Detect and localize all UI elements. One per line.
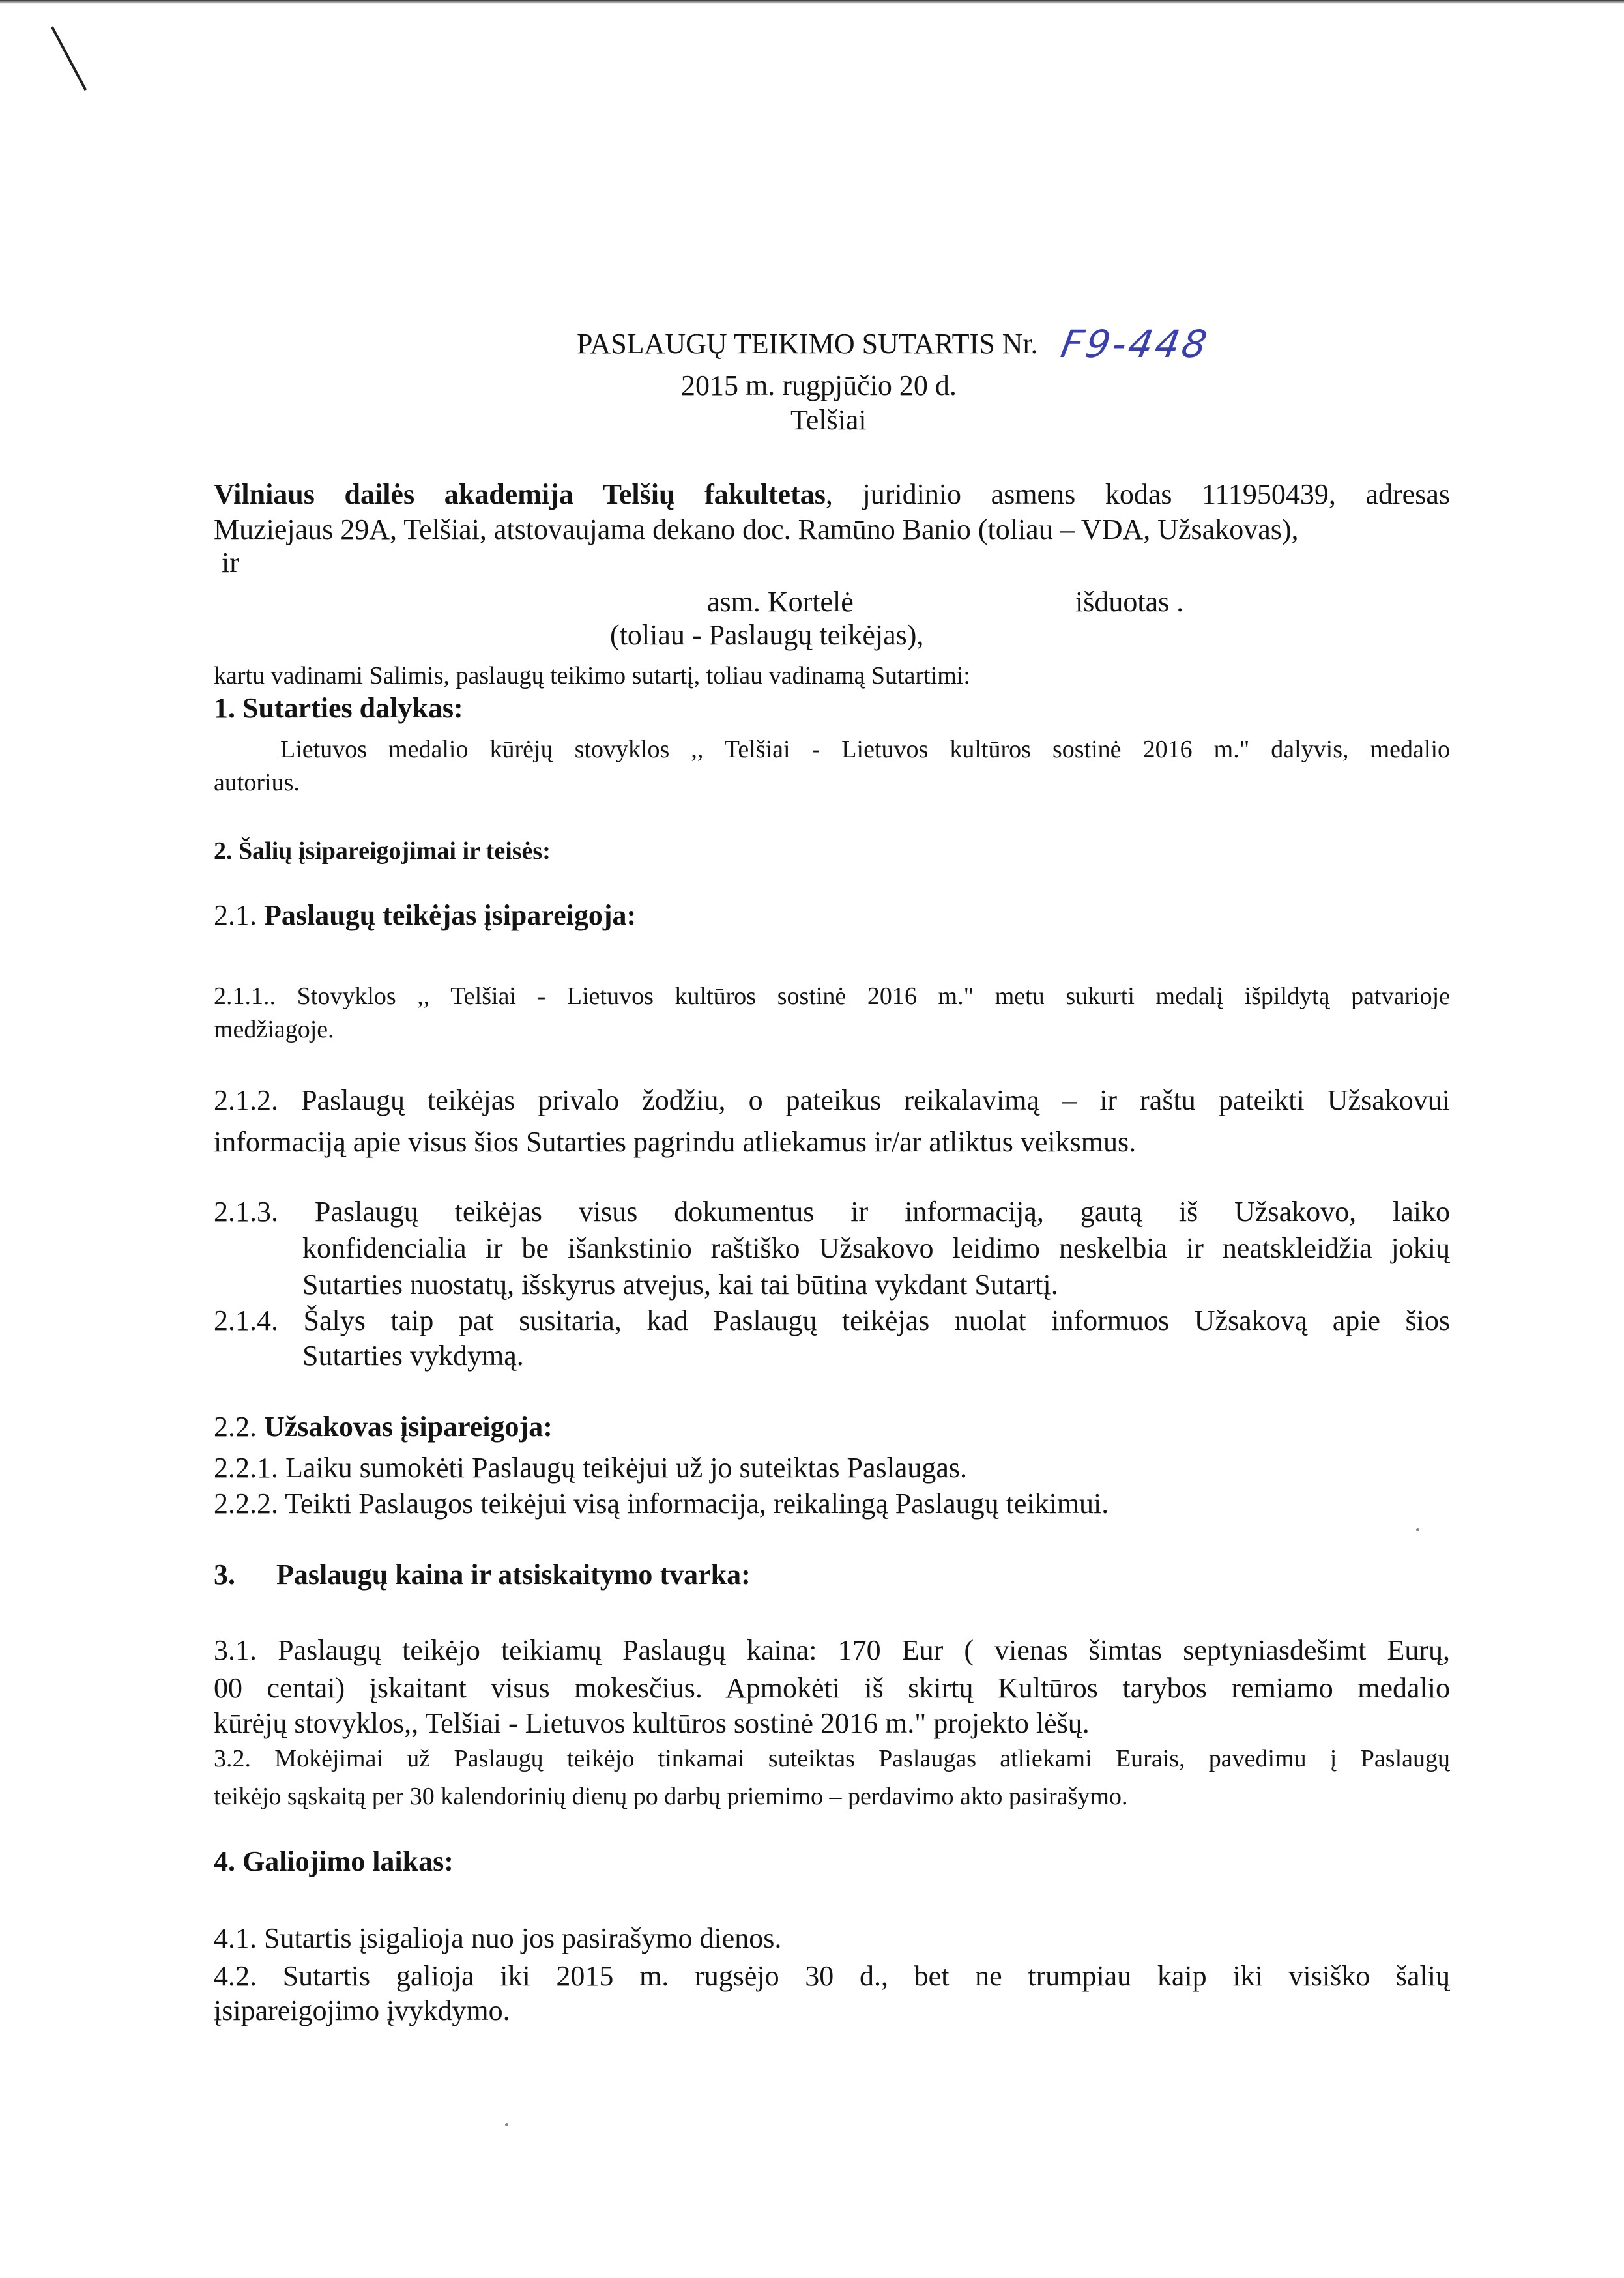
parties-line-1 <box>214 478 1450 512</box>
clause-2-1-3-line-2: konfidencialia ir be išankstinio raštiško Užsakovo leidimo neskelbia ir neatskleidžia jokių <box>302 1232 1450 1264</box>
clause-2-1-3-line-1: 2.1.3. Paslaugų teikėjas visus dokumentus ir informaciją, gautą iš Užsakovo, laiko <box>214 1196 1450 1228</box>
clause-2-1-1-line-2: medžiagoje. <box>214 1016 334 1043</box>
clause-4-1: 4.1. Sutartis įsigalioja nuo jos pasirašymo dienos. <box>214 1922 782 1954</box>
handwritten-contract-number: F9-448 <box>1057 322 1213 366</box>
clause-3-1-line-2: 00 centai) įskaitant visus mokesčius. Apmokėti iš skirtų Kultūros tarybos remiamo medalio <box>214 1672 1450 1704</box>
clause-3-2-line-2: teikėjo sąskaitą per 30 kalendorinių dienų po darbų priemimo – perdavimo akto pasirašymo. <box>214 1783 1128 1810</box>
org-name: Vilniaus dailės akademija Telšių fakultetas <box>214 478 826 510</box>
section-number: 2.1. <box>214 899 257 931</box>
id-card-label: asm. Kortelė <box>707 586 854 618</box>
clause-2-1-4-line-1: 2.1.4. Šalys taip pat susitaria, kad Paslaugų teikėjas nuolat informuos Užsakovą apie šios <box>214 1305 1450 1336</box>
section-2-2-heading <box>214 1410 553 1444</box>
clause-2-1-2-line-2: informaciją apie visus šios Sutarties pagrindu atliekamus ir/ar atliktus veiksmus. <box>214 1126 1137 1158</box>
section-title: Užsakovas įsipareigoja: <box>264 1411 553 1443</box>
scan-edge <box>0 0 1624 4</box>
clause-2-1-2-line-1: 2.1.2. Paslaugų teikėjas privalo žodžiu, o pateikus reikalavimą – ir raštu pateikti Užsakovui <box>214 1084 1450 1116</box>
section-4-heading: 4. Galiojimo laikas: <box>214 1845 454 1877</box>
section-3-heading: Paslaugų kaina ir atsiskaitymo tvarka: <box>276 1559 751 1591</box>
org-details: , juridinio asmens kodas 111950439, adresas <box>825 478 1450 510</box>
scan-speck <box>1416 1528 1419 1531</box>
section-2-heading: 2. Šalių įsipareigojimai ir teisės: <box>214 837 551 865</box>
parties-and: ir <box>222 547 239 579</box>
clause-2-2-1: 2.2.1. Laiku sumokėti Paslaugų teikėjui už jo suteiktas Paslaugas. <box>214 1452 968 1484</box>
section-1-heading: 1. Sutarties dalykas: <box>214 692 463 724</box>
clause-3-1-line-1: 3.1. Paslaugų teikėjo teikiamų Paslaugų kaina: 170 Eur ( vienas šimtas septyniasdešimt Eurų, <box>214 1634 1450 1666</box>
parties-together: kartu vadinami Salimis, paslaugų teikimo sutartį, toliau vadinamą Sutartimi: <box>214 662 970 689</box>
clause-3-1-line-3: kūrėjų stovyklos,, Telšiai - Lietuvos kultūros sostinė 2016 m." projekto lėšų. <box>214 1707 1090 1739</box>
section-title: Paslaugų teikėjas įsipareigoja: <box>264 899 637 931</box>
section-1-line-1: Lietuvos medalio kūrėjų stovyklos ,, Telšiai - Lietuvos kultūros sostinė 2016 m." dalyvis, medalio <box>280 736 1450 763</box>
section-1-line-2: autorius. <box>214 769 300 796</box>
clause-4-2-line-2: įsipareigojimo įvykdymo. <box>214 1995 510 2026</box>
contract-title: PASLAUGŲ TEIKIMO SUTARTIS Nr. <box>577 328 1038 360</box>
section-3-number: 3. <box>214 1559 235 1591</box>
clause-4-2-line-1: 4.2. Sutartis galioja iki 2015 m. rugsėjo 30 d., bet ne trumpiau kaip iki visiško šalių <box>214 1960 1450 1992</box>
section-2-1-heading <box>214 899 636 932</box>
clause-3-2-line-1: 3.2. Mokėjimai už Paslaugų teikėjo tinkamai suteiktas Paslaugas atliekami Eurais, pavedimu į Paslaugų <box>214 1745 1450 1772</box>
scan-speck <box>505 2123 508 2126</box>
parties-line-2: Muziejaus 29A, Telšiai, atstovaujama dekano doc. Ramūno Banio (toliau – VDA, Užsakovas), <box>214 513 1299 545</box>
clause-2-1-4-line-2: Sutarties vykdymą. <box>302 1340 524 1372</box>
contract-place: Telšiai <box>790 404 867 436</box>
issued-label: išduotas . <box>1075 586 1184 618</box>
pen-mark <box>51 26 87 91</box>
clause-2-1-1-line-1: 2.1.1.. Stovyklos ,, Telšiai - Lietuvos kultūros sostinė 2016 m." metu sukurti medalį išpildytą patvarioje <box>214 983 1450 1010</box>
section-number: 2.2. <box>214 1411 257 1443</box>
clause-2-1-3-line-3: Sutarties nuostatų, išskyrus atvejus, kai tai būtina vykdant Sutartį. <box>302 1269 1058 1301</box>
title-row <box>577 322 1213 366</box>
clause-2-2-2: 2.2.2. Teikti Paslaugos teikėjui visą informacija, reikalingą Paslaugų teikimui. <box>214 1488 1109 1520</box>
provider-label: (toliau - Paslaugų teikėjas), <box>610 619 924 651</box>
contract-date: 2015 m. rugpjūčio 20 d. <box>681 369 957 401</box>
